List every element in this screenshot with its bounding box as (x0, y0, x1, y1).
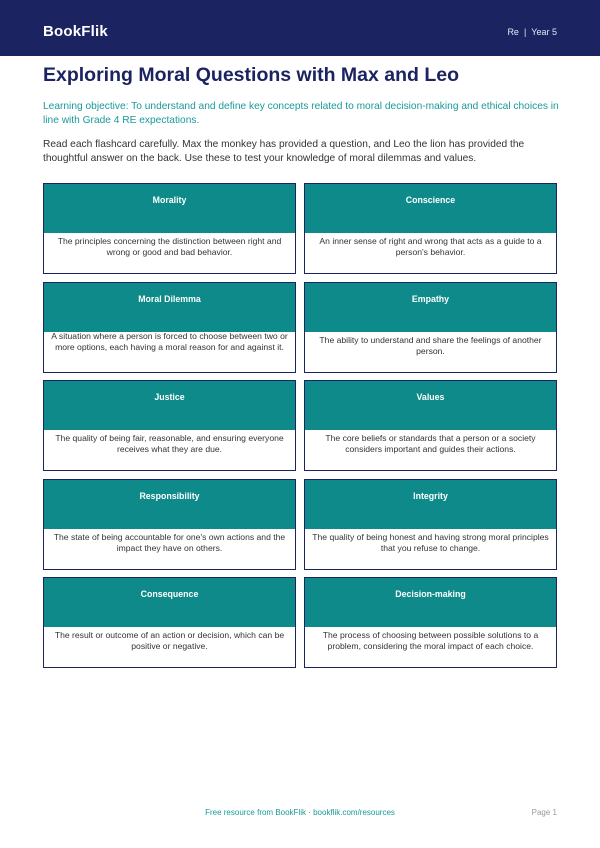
meta-separator: | (523, 27, 527, 37)
flashcard[interactable] (43, 479, 296, 570)
flashcard-definition: The principles concerning the distinction between right and wrong or good and bad behavior. (57, 236, 282, 257)
flashcard[interactable] (304, 282, 557, 373)
flashcard-term: Integrity (305, 480, 556, 529)
flashcard[interactable] (43, 183, 296, 274)
flashcard[interactable] (43, 577, 296, 668)
flashcard-definition: The quality of being honest and having strong moral principles that you refuse to change. (312, 532, 549, 553)
flashcard-term: Consequence (44, 578, 295, 627)
brand-logo[interactable]: BookFlik (43, 23, 108, 40)
flashcard-term: Empathy (305, 283, 556, 332)
footer-link[interactable]: Free resource from BookFlik · bookflik.com/resources (205, 808, 395, 817)
header-meta (507, 27, 557, 37)
intro-text: Read each flashcard carefully. Max the monkey has provided a question, and Leo the lion has provided the thoughtful answer on the back. Use these to test your knowledge of moral dilemmas and values. (43, 139, 525, 164)
flashcard-term: Values (305, 381, 556, 430)
flashcard-definition: The quality of being fair, reasonable, and ensuring everyone receives what they are due. (55, 433, 284, 454)
flashcard[interactable] (43, 282, 296, 373)
flashcard-definition: The result or outcome of an action or decision, which can be positive or negative. (54, 630, 285, 651)
flashcard-term: Conscience (305, 184, 556, 233)
flashcard-term: Justice (44, 381, 295, 430)
flashcard[interactable] (304, 479, 557, 570)
page-title: Exploring Moral Questions with Max and Leo (43, 64, 460, 86)
flashcard[interactable] (304, 577, 557, 668)
flashcard-definition: The process of choosing between possible solutions to a problem, considering the moral impact of each choice. (322, 630, 539, 651)
header-bar (0, 0, 600, 56)
flashcard-term: Morality (44, 184, 295, 233)
flashcard-definition: The core beliefs or standards that a person or a society considers important and guides their actions. (325, 433, 536, 454)
flashcard[interactable] (304, 183, 557, 274)
subject-label: Re (507, 27, 519, 37)
flashcard-term: Moral Dilemma (44, 283, 295, 332)
flashcard[interactable] (43, 380, 296, 471)
learning-objective: Learning objective: To understand and define key concepts related to moral decision-making and ethical choices in line with Grade 4 RE expectations. (43, 101, 559, 126)
flashcard[interactable] (304, 380, 557, 471)
flashcard-term: Decision-making (305, 578, 556, 627)
flashcard-term: Responsibility (44, 480, 295, 529)
flashcard-definition: The state of being accountable for one's own actions and the impact they have on others. (53, 532, 286, 553)
flashcard-definition: An inner sense of right and wrong that acts as a guide to a person's behavior. (319, 236, 542, 257)
flashcard-definition: The ability to understand and share the feelings of another person. (319, 335, 542, 356)
page-number: Page 1 (531, 808, 557, 817)
flashcard-definition: A situation where a person is forced to choose between two or more options, each having a moral reason for and against it. (51, 331, 288, 352)
year-label: Year 5 (531, 27, 557, 37)
